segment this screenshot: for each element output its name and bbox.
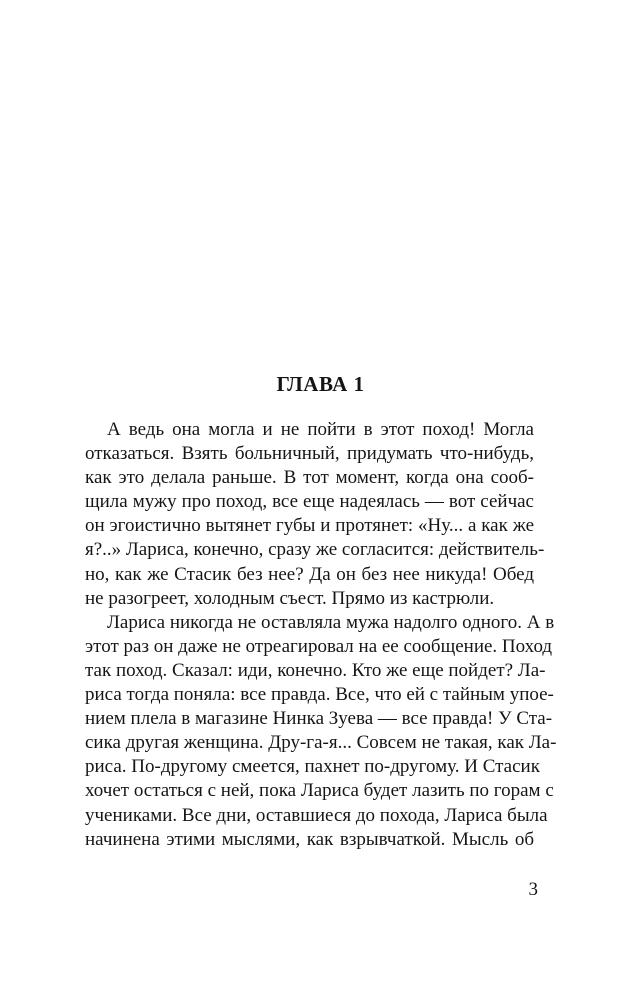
text-line: риса тогда поняла: все правда. Все, что ей с тайным упое- xyxy=(85,684,554,706)
text-line: не разогреет, холодным съест. Прямо из кастрюли. xyxy=(85,587,495,609)
text-line: я?..» Лариса, конечно, сразу же согласится: действитель- xyxy=(85,539,545,561)
chapter-title: ГЛАВА 1 xyxy=(276,372,365,396)
text-line: он эгоистично вытянет губы и протянет: «Ну... а как же xyxy=(85,515,534,537)
text-line: щила мужу про поход, все еще надеялась — вот сейчас xyxy=(85,491,534,513)
text-line: риса. По-другому смеется, пахнет по-другому. И Стасик xyxy=(85,756,540,778)
page-number: 3 xyxy=(528,879,538,900)
text-line: А ведь она могла и не пойти в этот поход! Могла xyxy=(107,419,534,440)
text-line: но, как же Стасик без нее? Да он без нее никуда! Обед xyxy=(85,563,534,585)
text-line: так поход. Сказал: иди, конечно. Кто же еще пойдет? Ла- xyxy=(85,659,546,681)
text-line: хочет остаться с ней, пока Лариса будет лазить по горам с xyxy=(85,780,554,802)
text-line: сика другая женщина. Дру-га-я... Совсем не такая, как Ла- xyxy=(85,732,557,754)
text-line: Лариса никогда не оставляла мужа надолго одного. А в xyxy=(107,611,555,633)
text-line: отказаться. Взять больничный, придумать что-нибудь, xyxy=(85,443,534,465)
text-line: нием плела в магазине Нинка Зуева — все правда! У Ста- xyxy=(85,708,553,730)
text-line: учениками. Все дни, оставшиеся до похода, Лариса была xyxy=(85,804,548,826)
text-line: начинена этими мыслями, как взрывчаткой. Мысль об xyxy=(85,828,534,850)
text-line: как это делала раньше. В тот момент, когда она сооб- xyxy=(85,467,534,489)
body-text xyxy=(85,418,557,852)
text-line: этот раз он даже не отреагировал на ее сообщение. Поход xyxy=(85,635,553,657)
